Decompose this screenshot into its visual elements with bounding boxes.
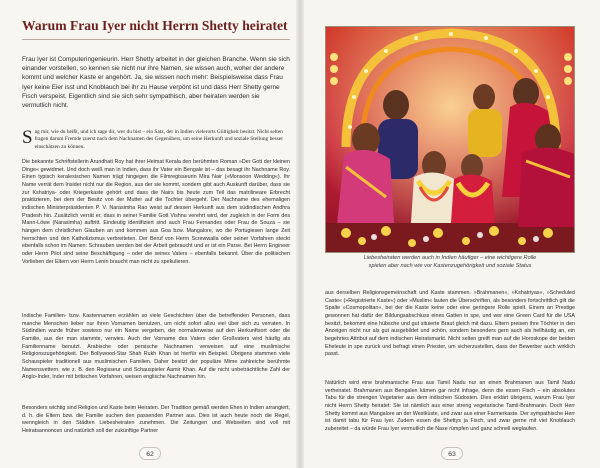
drop-cap: S [22, 127, 33, 148]
right-paragraph-1: aus derselben Religionsgemeinschaft und Kaste stammen. »Brahmanen«, »Kshatriyas«, »Scheduled Caste« (»Registrierte Kaste«) oder »Muslim« lauten die Überschriften, als besonders fortschrittlich gilt die Spalte »Cosmopolitan«, bei der die Kaste keine oder eine geringere Rolle spielt. Einem an Prestige gewonnen hat dafür der Bildungsabschluss eines Gatten in spe, und wer eine Green Card für die USA besitzt, bekommt eine hübsche und gut situierte Braut gleich mit dazu. Eltern preisen ihre Töchter in den Anzeigen nicht nur als gut ausgebildet und schön, sondern besonders gern auch als hellhäutig an, ein begehrtes Attribut auf dem indischen Heiratsmarkt. Nicht selten greift man auf die Horoskope der beiden Eheleute in spe zurück und befragt einen Priester, um sicherzustellen, dass der Bewerber auch wirklich passt. [325, 290, 575, 358]
intro-text: ag mir, wie du heißt, und ich sage dir, wer du bist – ein Satz, der in Indien vielerorts Gültigkeit besitzt. Nicht selten fragen darum Fremde zuerst nach dem Nachnamen des Gegenübers, um seine Herkunft und soziale Stellung besser einschätzen zu können. [34, 129, 284, 150]
book-gutter [296, 0, 304, 468]
wedding-photo-illustration [326, 27, 575, 253]
intro-paragraph [22, 129, 290, 151]
page-number-left: 62 [139, 447, 161, 460]
body-paragraph-3: Besonders wichtig sind Religion und Kaste beim Heiraten. Der Tradition gemäß werden Ehen in Indien arrangiert, d. h. die Eltern bzw. die Familie suchen den passenden Partner aus. Dies ist auch heute noch die Regel, wenngleich in den Städten Liebesheiraten zunehmen. Die Zeitungen und Webseiten sind voll mit Heiratsannoncen und natürlich soll der zukünftige Partner [22, 405, 290, 434]
body-paragraph-2: Indische Familien- bzw. Kastennamen erzählen so viele Geschichten über die betreffenden Personen, dass manche Menschen lieber nur ihren Vornamen benutzen, um nicht sofort allzu viel über sich zu verraten. In Südindien wurde früher sowieso nur ein Name vergeben, der normalerweise auf den Herkunftsort oder die Familie, aus der man stammte, verwies. Auch der Vorname des Vaters oder Großvaters wird häufig als Familienname benutzt. Arabische oder persische Nachnamen verweisen auf eine muslimische Religionszugehörigkeit. Der Bollywood-Star Shah Rukh Khan ist hierfür ein Beispiel. Übrigens stammen viele Schauspieler traditionell aus muslimischen Familien. Daher besitzt der populäre Mime zahlreiche berühmte Namensvettern, wie z. B. den Regisseur und Schauspieler Aamir Khan. Auf die nicht unbeträchtliche Zahl der Anglo-Inder, Inder mit britischen Vorfahren, weisen englische Nachnamen hin. [22, 313, 290, 381]
body-paragraph-1: Die bekannte Schriftstellerin Arundhati Roy hat ihrer Heimat Kerala den berühmten Roman »Der Gott der kleinen Dinge« gewidmet. Und doch weiß man in Indien, dass ihr Vater ein Bengale ist – das besagt ihr Nachname Roy. Einen typisch keralesischen Namen trägt hingegen die Filmregisseurin Mira Nair (»Monsoon Wedding«). Ihr Name verrät dem Insider nicht nur die Region, aus der sie kommt, sondern gibt auch Auskunft darüber, dass sie zur Kshatriya- oder Kriegerkaste gehört und dass die Nairs bis heute zum Teil das matrilineare Erbrecht praktizieren, bei dem der Besitz von der Mutter auf die Tochter übergeht. Der Nachname des ehemaligen indischen Ministerpräsidenten P. V. Narasimha Rao weist auf dessen Herkunft aus dem südindischen Andhra Pradesh hin. Zusätzlich verrät er, dass in seiner Familie Gott Vishnu verehrt wird, der zugleich in der Form des Mann-Löwe (Narasimha) auftritt. Eindeutig identifiziert sind auch Frau Fernandes oder Frau de Souza – sie hängen dem christlichen Glauben an und kommen aus Goa bzw. Mangalore, wo die Portugiesen lange Zeit herrschten und den Katholizismus verbreiteten. Der Beruf von Herrn Screwwalla oder seiner Vorfahren steckt ebenfalls schon im Namen: Schrauben werden bei der Arbeit gebraucht und er ist ein Parse. Bei Herrn Engineer oder Herrn Pilot sind seine Beschäftigung – oder die seines Vaters – ebenfalls bekannt. Über die politischen Vorlieben der Eltern von Herrn Lenin braucht man nicht zu spekulieren. [22, 159, 290, 265]
page-title: Warum Frau Iyer nicht Herrn Shetty heiratet [22, 18, 290, 40]
caption-line-1: Liebesheiraten werden auch in Indien häufiger – eine wichtigere Rolle [363, 255, 537, 261]
right-page [300, 0, 600, 468]
page-number-right: 63 [441, 447, 463, 460]
photo-caption [325, 255, 575, 270]
right-paragraph-2: Natürlich wird eine brahmanische Frau aus Tamil Nadu nur an einen Brahmanen aus Tamil Nadu verheiratet. Brahmanen aus Bengalen kämen gar nicht infrage, denn die essen Fisch – ein absolutes Tabu für die strengen Vegetarier aus dem indischen Südosten. Dies erklärt übrigens, warum Frau Iyer nicht Herrn Shetty heiratet: Sie ist nämlich aus einer streng vegetarische Tamil-Brahmanin. Doch Herr Shetty kommt aus Mangalore an der Westküste, und zwar aus einer Farmerkaste. Der sympathische Herr ist damit tabu für Frau Iyer. Zudem essen die Shettys ja Fisch, und zwar gerne mit viel Knoblauch zubereitet – da würde Frau Iyer vermutlich die Nase rümpfen und ganz schnell weglaufen. [325, 380, 575, 432]
wedding-photo [325, 26, 575, 253]
lead-paragraph: Frau Iyer ist Computeringenieurin. Herr Shetty arbeitet in der gleichen Branche. Wenn sie sich einander vorstellen, so kennen sie nicht nur ihre Namen, sie wissen auch, woher der andere kommt und welcher Kaste er angehört. Ja, sie wissen noch mehr: Beispielsweise dass Frau Iyer keine Eier isst und Knoblauch bei ihr zu Hause verpönt ist und dass Herr Shetty gerne Fisch verspeist. Eigentlich sind sie sich sehr sympathisch, aber heiraten werden sie vermutlich nicht. [22, 56, 290, 110]
caption-line-2: spielen aber nach wie vor Kastenzugehörigkeit und soziale Status [368, 262, 532, 269]
